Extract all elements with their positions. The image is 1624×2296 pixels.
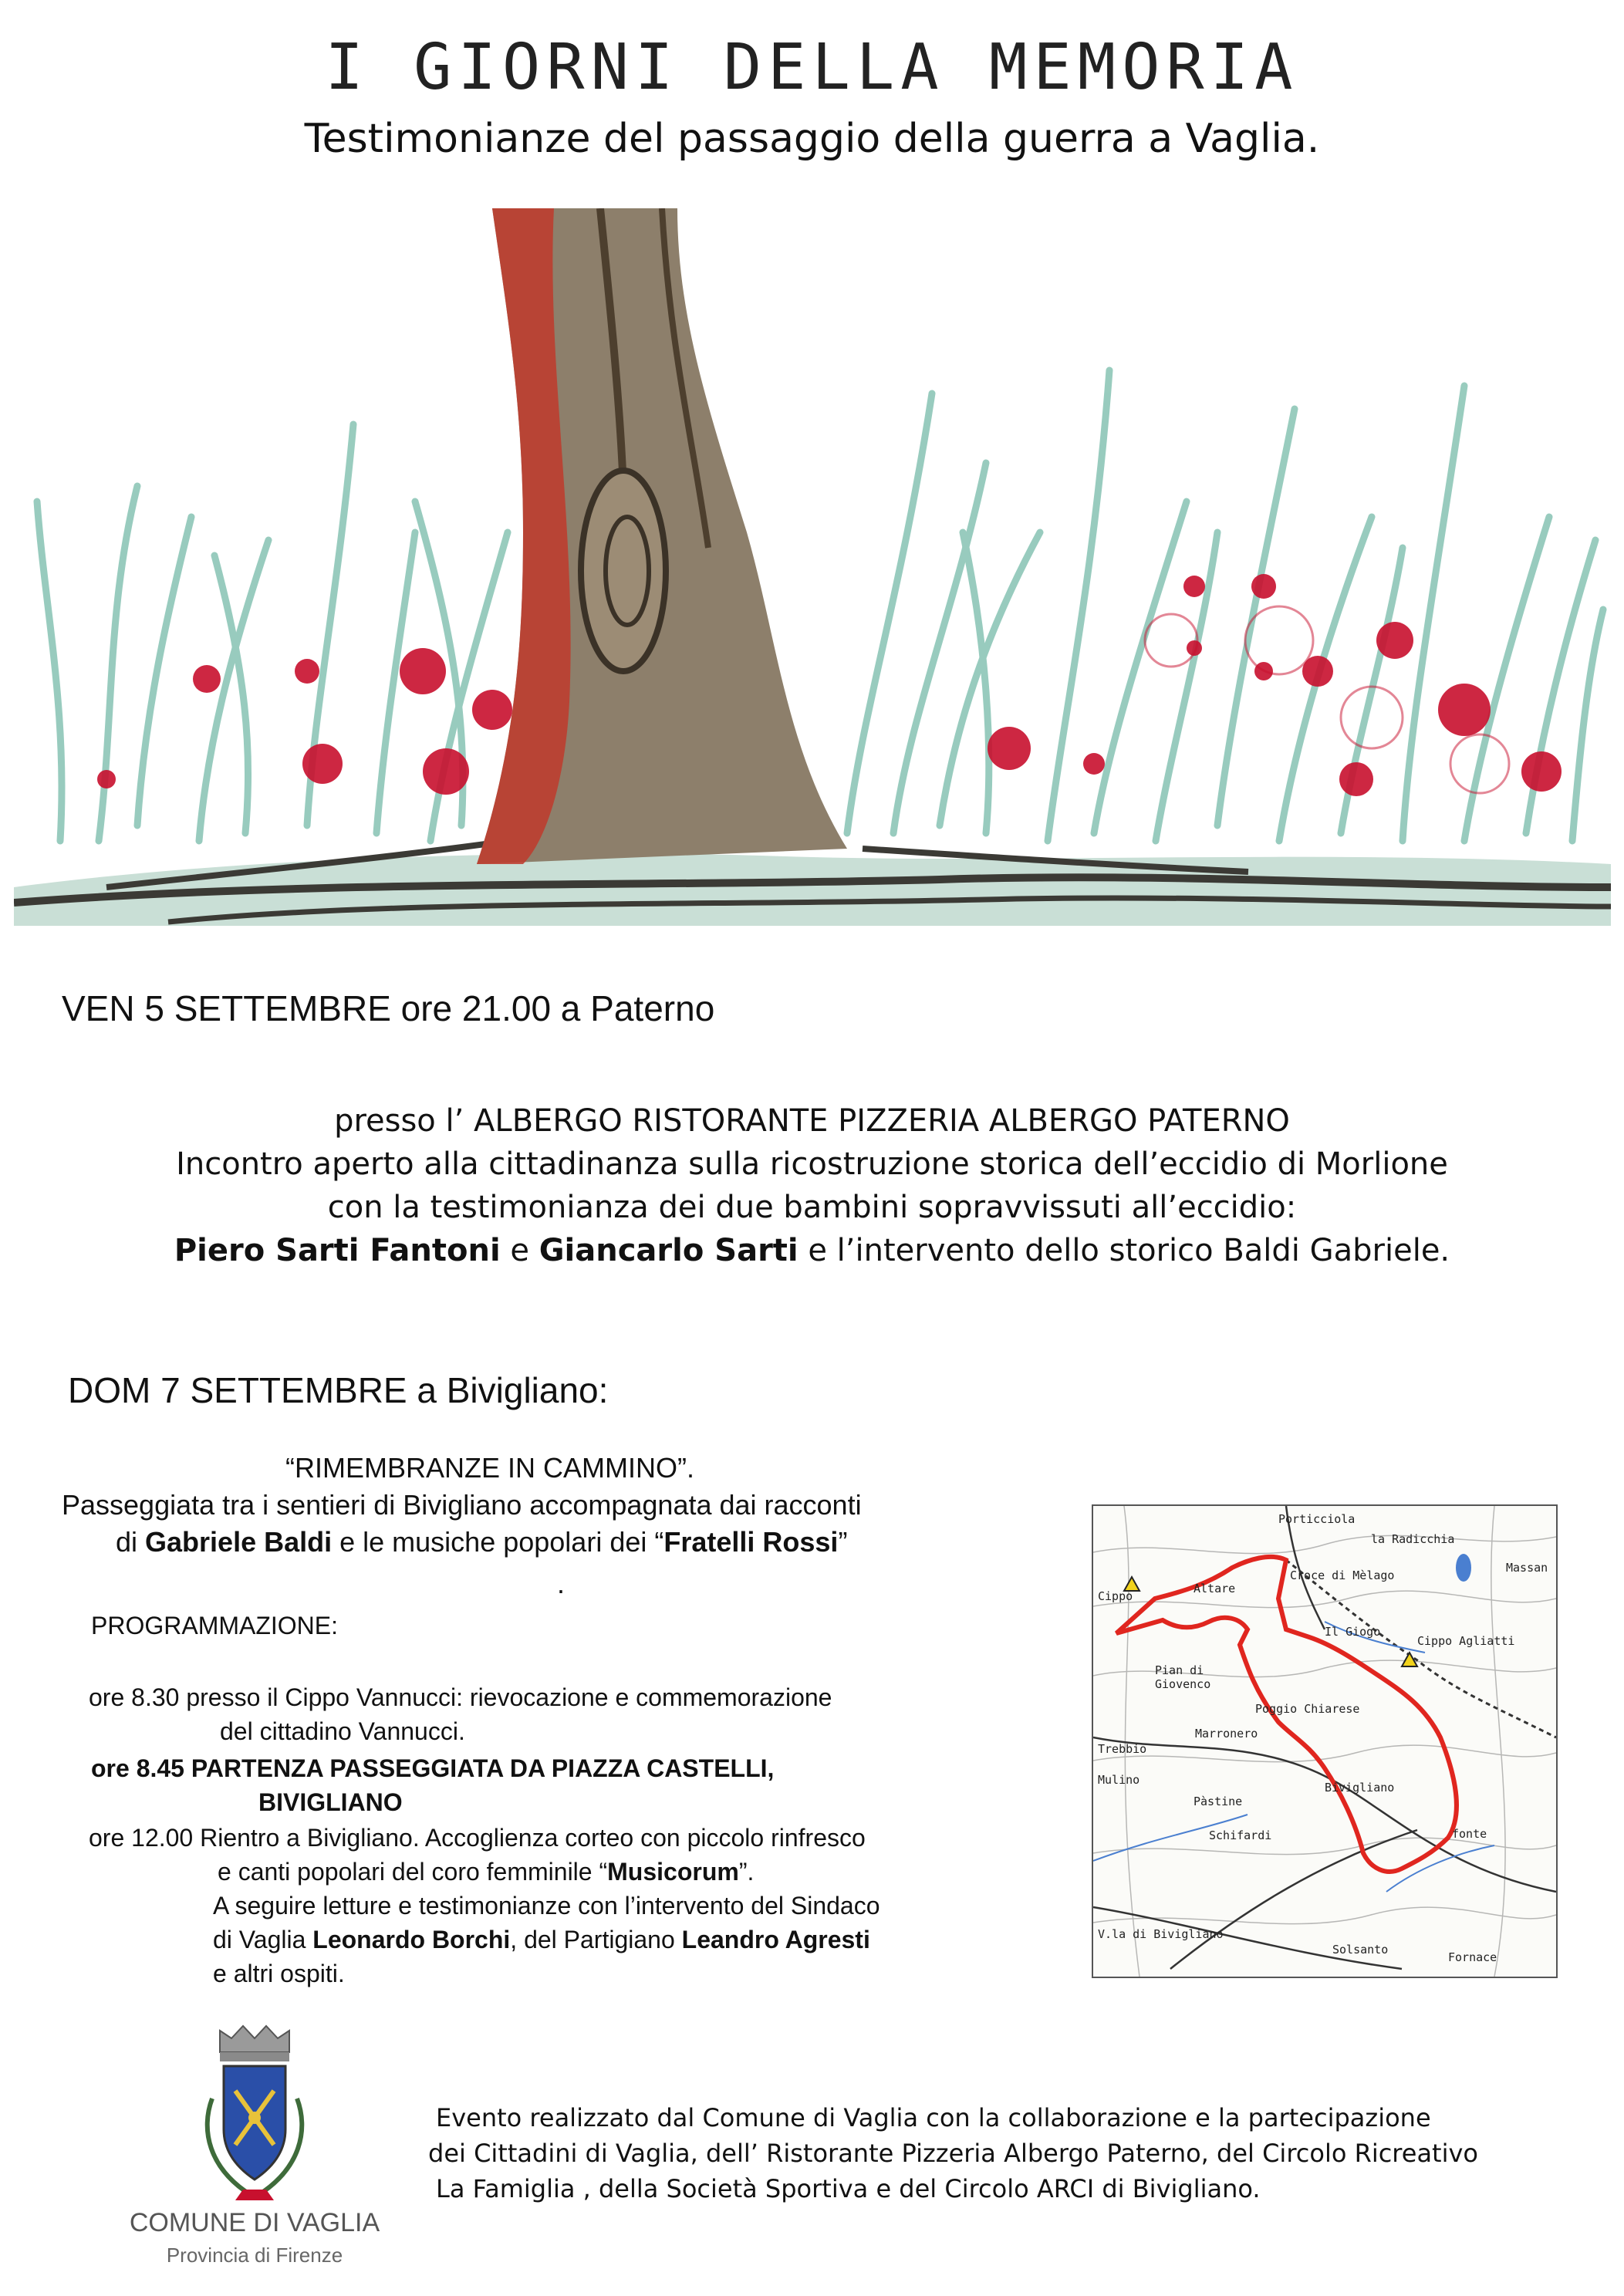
separator-dot: . [557, 1568, 566, 1599]
program-item-1: ore 8.30 presso il Cippo Vannucci: rievocazione e commemorazione [89, 1683, 832, 1711]
map-label-fonte: fonte [1452, 1827, 1487, 1841]
event1-heading: VEN 5 SETTEMBRE ore 21.00 a Paterno [62, 988, 715, 1028]
program-item-3-line3: A seguire letture e testimonianze con l’intervento del Sindaco [213, 1892, 880, 1920]
walk-line2 [116, 1524, 847, 1560]
credits-line2: dei Cittadini di Vaglia, dell’ Ristorante Pizzeria Albergo Paterno, del Circolo Ricreativo [428, 2139, 1478, 2168]
page-subtitle: Testimonianze del passaggio della guerra a Vaglia. [304, 116, 1320, 162]
witness-name-1: Piero Sarti Fantoni [174, 1233, 501, 1268]
choir-name: Musicorum [607, 1858, 739, 1886]
route-map-drawing [1093, 1506, 1556, 1977]
walk-line2-pre: di [116, 1526, 146, 1558]
partisan-name: Leandro Agresti [681, 1926, 870, 1953]
map-label-cippo: Cippo [1098, 1589, 1133, 1603]
map-label-pastine: Pàstine [1194, 1795, 1243, 1808]
partisan-text: , del Partigiano [510, 1926, 682, 1953]
mayor-text: di Vaglia [213, 1926, 313, 1953]
storyteller-name: Gabriele Baldi [145, 1526, 333, 1558]
watercolor-tree-illustration [14, 208, 1611, 926]
event1-line4-rest: e l’intervento dello storico Baldi Gabriele. [798, 1233, 1450, 1268]
walk-line2-mid: e le musiche popolari dei “ [332, 1526, 664, 1558]
choir-text: e canti popolari del coro femminile “ [218, 1858, 608, 1886]
choir-text-end: ”. [738, 1858, 755, 1886]
route-map [1092, 1504, 1558, 1978]
map-label-altare: Altare [1194, 1582, 1236, 1595]
program-item-3-line2 [218, 1855, 754, 1889]
map-label-bivigliano: Bivigliano [1325, 1781, 1395, 1795]
program-item-3-line5: e altri ospiti. [213, 1960, 345, 1987]
map-label-radicchia: la Radicchia [1371, 1532, 1455, 1546]
map-label-poggio: Poggio Chiarese [1255, 1702, 1360, 1716]
witness-name-2: Giancarlo Sarti [539, 1233, 798, 1268]
conjunction: e [500, 1233, 539, 1268]
program-item-2: ore 8.45 PARTENZA PASSEGGIATA DA PIAZZA CASTELLI, [91, 1754, 775, 1782]
map-label-pian: Pian di [1155, 1663, 1204, 1677]
walk-line2-end: ” [838, 1526, 848, 1558]
program-label: PROGRAMMAZIONE: [91, 1612, 339, 1639]
map-label-marronero: Marronero [1195, 1727, 1258, 1741]
event2-heading: DOM 7 SETTEMBRE a Bivigliano: [68, 1370, 609, 1410]
program-item-2-cont: BIVIGLIANO [258, 1788, 403, 1816]
map-label-solsanto: Solsanto [1332, 1943, 1389, 1957]
page-title: I GIORNI DELLA MEMORIA [325, 31, 1299, 104]
band-name: Fratelli Rossi [663, 1526, 839, 1558]
event1-line2: Incontro aperto alla cittadinanza sulla ricostruzione storica dell’eccidio di Morlione [176, 1146, 1448, 1182]
map-label-giovenco: Giovenco [1155, 1677, 1211, 1691]
comune-coat-of-arms [189, 2021, 320, 2207]
map-label-croce: Croce di Mèlago [1290, 1568, 1395, 1582]
map-label-cippo-agliatti: Cippo Agliatti [1417, 1634, 1515, 1648]
comune-name: COMUNE DI VAGLIA [129, 2208, 380, 2237]
event1-line3: con la testimonianza dei due bambini sopravvissuti all’eccidio: [327, 1190, 1297, 1225]
map-label-mulino: Mulino [1098, 1773, 1140, 1787]
mayor-name: Leonardo Borchi [312, 1926, 511, 1953]
map-label-giogo: Il Giogo [1325, 1625, 1381, 1639]
map-label-massan: Massan [1506, 1561, 1548, 1575]
walk-line1: Passeggiata tra i sentieri di Bivigliano accompagnata dai racconti [62, 1489, 862, 1521]
program-item-3-line4 [213, 1923, 870, 1957]
program-item-1-cont: del cittadino Vannucci. [220, 1717, 465, 1745]
walk-title: “RIMEMBRANZE IN CAMMINO”. [285, 1452, 694, 1484]
credits-line3: La Famiglia , della Società Sportiva e del Circolo ARCI di Bivigliano. [436, 2174, 1261, 2203]
map-label-porticciola: Porticciola [1278, 1512, 1356, 1526]
credits-line1: Evento realizzato dal Comune di Vaglia con la collaborazione e la partecipazione [436, 2103, 1431, 2132]
event1-venue: presso l’ ALBERGO RISTORANTE PIZZERIA ALBERGO PATERNO [334, 1103, 1290, 1139]
event1-description [0, 1099, 1624, 1272]
map-label-trebbio: Trebbio [1098, 1742, 1147, 1756]
comune-province: Provincia di Firenze [166, 2244, 343, 2267]
map-label-schifardi: Schifardi [1209, 1828, 1272, 1842]
program-item-3: ore 12.00 Rientro a Bivigliano. Accoglienza corteo con piccolo rinfresco [89, 1824, 866, 1852]
map-label-fornace: Fornace [1448, 1950, 1497, 1964]
event1-line4 [0, 1229, 1624, 1272]
map-label-via-bivigliano: V.la di Bivigliano [1098, 1927, 1224, 1941]
